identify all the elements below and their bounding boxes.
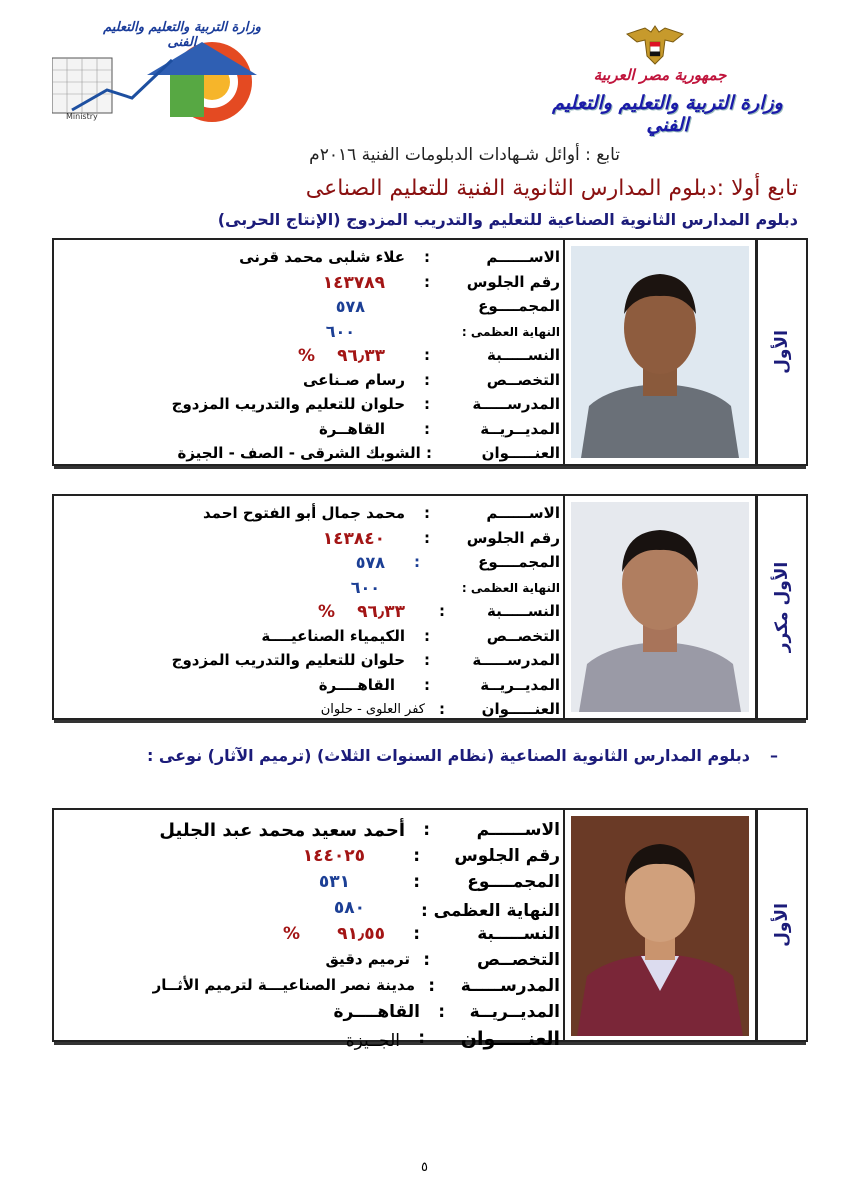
seat-label: رقم الجلوس	[466, 272, 560, 291]
rank-label: الأول	[772, 330, 792, 374]
list-dash: –	[770, 746, 778, 765]
school-value: مدينة نصر الصناعيـــة لترميم الأثــار	[152, 976, 415, 994]
colon: :	[418, 1028, 425, 1048]
colon: :	[413, 924, 420, 944]
colon: :	[423, 950, 430, 970]
specialty-value: الكيمياء الصناعيــــة	[261, 626, 405, 645]
student-card-2	[52, 494, 808, 720]
directorate-label: المديــريــة	[469, 1002, 560, 1022]
max-score: ٦٠٠	[350, 577, 380, 597]
colon: :	[424, 626, 430, 645]
colon: :	[413, 846, 420, 866]
specialty-value: رسام صـناعى	[302, 370, 405, 389]
colon: :	[424, 528, 430, 547]
colon: :	[423, 820, 430, 840]
school-value: حلوان للتعليم والتدريب المزدوج	[171, 395, 405, 413]
colon: :	[424, 272, 430, 291]
continuation-title: تابع : أوائل شـهادات الدبلومات الفنية ٢٠١٦م	[309, 145, 620, 165]
total-label: المجمــــوع	[478, 553, 560, 571]
subsection-2-text: دبلوم المدارس الثانوية الصناعية (نظام السنوات الثلاث) (ترميم الآثار) نوعى :	[146, 746, 750, 765]
rank-cell	[756, 810, 806, 1040]
student-name: علاء شلبى محمد قرنى	[239, 248, 405, 266]
address-value: كفر العلوى - حلوان	[320, 702, 425, 717]
student-photo	[563, 810, 756, 1040]
left-logo-title: وزارة التربية والتعليم والتعليم الفنى	[103, 20, 261, 50]
directorate-label: المديــريــة	[480, 419, 560, 438]
republic-title: جمهورية مصر العربية	[593, 66, 727, 84]
seat-number: ١٤٣٧٨٩	[322, 272, 385, 293]
student-name: أحمد سعيد محمد عبد الجليل	[159, 820, 405, 841]
max-label: النهاية العظمى :	[461, 324, 560, 339]
school-label: المدرســـــة	[460, 976, 560, 996]
school-value: حلوان للتعليم والتدريب المزدوج	[171, 651, 405, 669]
ministry-gear-logo	[52, 20, 272, 125]
max-label: النهاية العظمى :	[420, 901, 560, 921]
directorate-label: المديــريــة	[480, 675, 560, 694]
percent-value: ٩٦٫٣٣	[357, 602, 405, 622]
specialty-label: التخصــص	[486, 370, 560, 389]
total-label: المجمــــوع	[478, 297, 560, 315]
address-label: العنـــــوان	[481, 700, 560, 718]
percent-sign: %	[297, 346, 315, 366]
egypt-eagle-emblem	[625, 22, 685, 68]
name-label: الاســــــم	[476, 820, 560, 840]
student-card-1	[52, 238, 808, 466]
school-label: المدرســـــة	[472, 395, 560, 413]
colon: :	[424, 248, 430, 266]
max-score: ٦٠٠	[325, 321, 355, 341]
directorate-value: القاهــــرة	[333, 1002, 420, 1022]
seat-number: ١٤٤٠٢٥	[302, 846, 365, 866]
address-value: : الشوبك الشرقى - الصف - الجيزة	[177, 444, 432, 462]
colon: :	[439, 602, 445, 620]
student-card-3	[52, 808, 808, 1051]
max-score: ٥٨٠	[333, 898, 365, 918]
colon: :	[424, 675, 430, 694]
percent-label: النســـــبة	[486, 602, 560, 620]
rank-cell	[756, 240, 806, 464]
total-score: ٥٣١	[318, 872, 350, 892]
total-score: ٥٧٨	[355, 553, 385, 572]
subsection-title-1: دبلوم المدارس الثانوية الصناعية للتعليم والتدريب المزدوج (الإنتاج الحربى)	[217, 210, 798, 229]
school-label: المدرســـــة	[472, 651, 560, 669]
percent-value: ٩١٫٥٥	[337, 924, 385, 944]
rank-cell	[756, 496, 806, 718]
seat-label: رقم الجلوس	[454, 846, 560, 866]
colon: :	[424, 651, 430, 669]
student-name: محمد جمال أبو الفتوح احمد	[203, 504, 405, 522]
directorate-value: القاهــــرة	[318, 675, 395, 694]
address-value: الجــيزة	[345, 1031, 400, 1051]
ministry-title: وزارة التربية والتعليم والتعليم الفني	[552, 92, 783, 136]
percent-label: النســـــبة	[486, 346, 560, 364]
percent-sign: %	[282, 924, 300, 944]
address-label: العنـــــوان	[460, 1028, 560, 1050]
colon: :	[428, 976, 435, 996]
colon: :	[413, 872, 420, 892]
subsection-title-2	[50, 745, 778, 767]
seat-number: ١٤٣٨٤٠	[322, 528, 385, 549]
colon: :	[424, 395, 430, 413]
rank-label: الأول مكرر	[772, 561, 792, 653]
colon: :	[424, 370, 430, 389]
page-number: ٥	[421, 1160, 428, 1175]
specialty-value: ترميم دقيق	[325, 950, 410, 968]
student-photo	[563, 496, 756, 718]
colon: :	[439, 700, 445, 718]
name-label: الاســــــم	[486, 504, 560, 522]
colon: :	[438, 1002, 445, 1022]
seat-label: رقم الجلوس	[466, 528, 560, 547]
rank-label: الأول	[772, 903, 792, 947]
address-label: العنـــــوان	[481, 444, 560, 462]
colon: :	[424, 504, 430, 522]
total-label: المجمــــوع	[467, 872, 560, 892]
total-score: ٥٧٨	[335, 297, 365, 316]
max-label: النهاية العظمى :	[461, 580, 560, 595]
colon: :	[424, 419, 430, 438]
percent-label: النســـــبة	[477, 924, 560, 944]
left-logo-small: Ministry	[66, 112, 98, 121]
section-title: تابع أولا :دبلوم المدارس الثانوية الفنية للتعليم الصناعى	[305, 176, 798, 201]
name-label: الاســــــم	[486, 248, 560, 266]
directorate-value: القاهــرة	[318, 419, 385, 438]
colon: :	[414, 553, 420, 571]
student-photo	[563, 240, 756, 464]
percent-value: ٩٦٫٣٣	[337, 346, 385, 366]
colon: :	[424, 346, 430, 364]
specialty-label: التخصــص	[477, 950, 560, 970]
percent-sign: %	[317, 602, 335, 622]
specialty-label: التخصــص	[486, 626, 560, 645]
